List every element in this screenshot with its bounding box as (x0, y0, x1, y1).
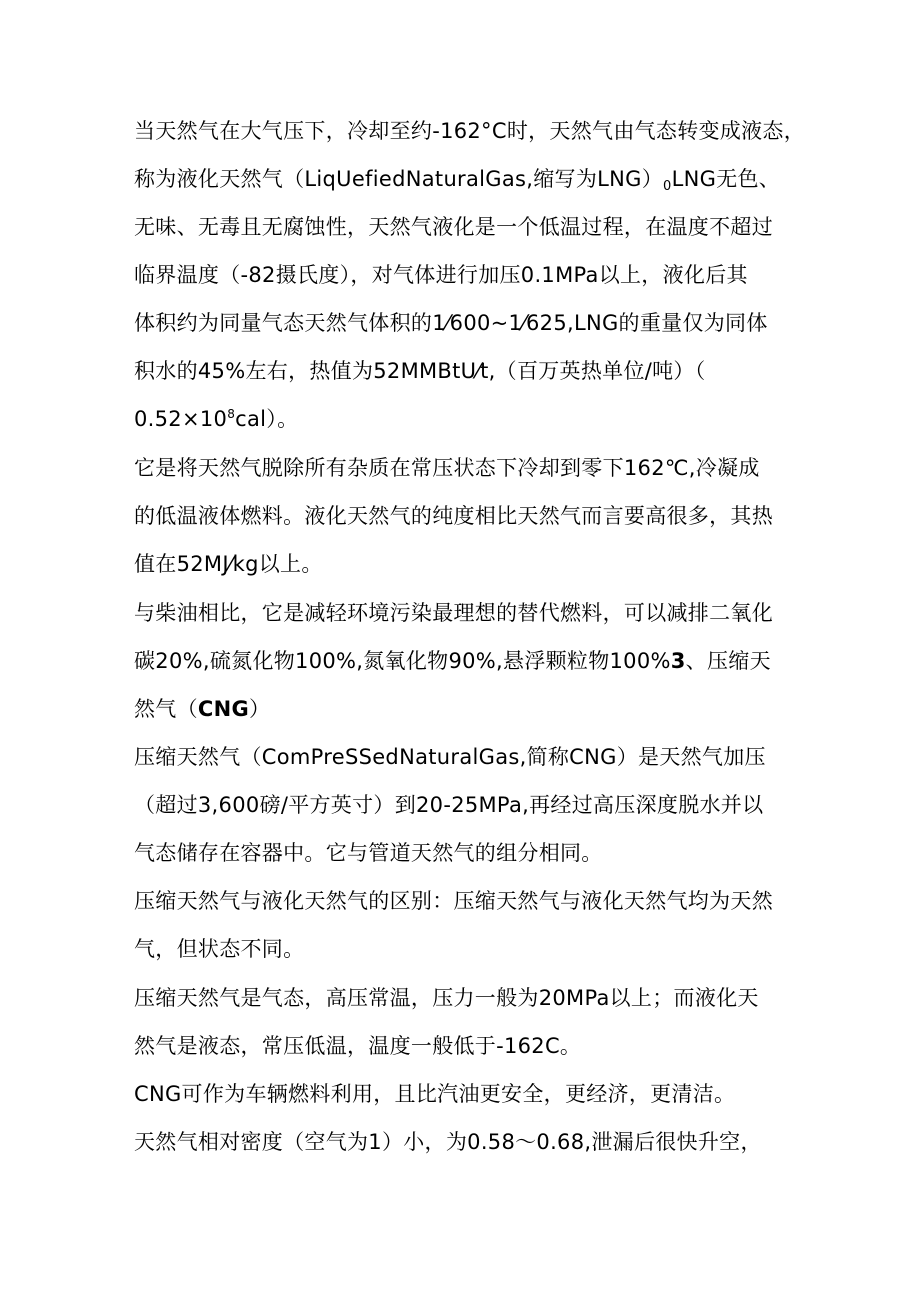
paragraph-1-line-7 (134, 404, 794, 434)
paragraph-6-line-2: 然气是液态，常压低温，温度一般低于-162C。 (134, 1034, 582, 1058)
paragraph-3-line-3-tail: ） (249, 697, 271, 721)
paragraph-1-line-7-text: 0.52×10 (134, 407, 228, 431)
paragraph-8-line-1: 天然气相对密度（空气为1）小，为0.58～0.68,泄漏后很快升空， (134, 1130, 762, 1154)
paragraph-5-line-1: 压缩天然气与液化天然气的区别：压缩天然气与液化天然气均为天然 (134, 889, 773, 913)
paragraph-4-line-3: 气态储存在容器中。它与管道天然气的组分相同。 (134, 841, 603, 865)
paragraph-2-line-1: 它是将天然气脱除所有杂质在常压状态下冷却到零下162℃,冷凝成 (134, 456, 760, 480)
paragraph-1-line-3: 无味、无毒且无腐蚀性，天然气液化是一个低温过程，在温度不超过 (134, 215, 773, 239)
paragraph-3-line-3 (134, 694, 794, 724)
paragraph-2-line-3: 值在52MJ⁄kg以上。 (134, 552, 323, 576)
paragraph-7-line-1: CNG可作为车辆燃料利用，且比汽油更安全，更经济，更清洁。 (134, 1082, 736, 1106)
paragraph-1-line-1: 当天然气在大气压下，冷却至约-162°C时，天然气由气态转变成液态， (134, 119, 806, 143)
paragraph-3-line-2-tail: 、压缩天 (685, 649, 771, 673)
subscript-zero: 0 (663, 179, 672, 194)
paragraph-1-line-6: 积水的45%左右，热值为52MMBtU⁄t,（百万英热单位/吨）（ (134, 359, 706, 383)
paragraph-3-line-2-text: 碳20%,硫氮化物100%,氮氧化物90%,悬浮颗粒物100% (134, 649, 671, 673)
bold-cng: CNG (197, 697, 250, 721)
superscript-eight: 8 (227, 407, 236, 421)
paragraph-5-line-2: 气，但状态不同。 (134, 937, 305, 961)
paragraph-1-line-5: 体积约为同量气态天然气体积的1⁄600~1⁄625,LNG的重量仅为同体 (134, 311, 768, 335)
paragraph-6-line-1: 压缩天然气是气态，高压常温，压力一般为20MPa以上；而液化天 (134, 986, 759, 1010)
paragraph-1-line-7-tail: cal）。 (235, 407, 299, 431)
paragraph-1-line-4: 临界温度（-82摄氏度），对气体进行加压0.1MPa以上，液化后其 (134, 263, 748, 287)
paragraph-1-line-2-text: 称为液化天然气（LiqUefiedNaturalGas,缩写为LNG） (134, 167, 664, 191)
paragraph-3-line-3-text: 然气（ (134, 697, 198, 721)
paragraph-1-line-2 (134, 164, 794, 194)
paragraph-2-line-2: 的低温液体燃料。液化天然气的纯度相比天然气而言要高很多，其热 (134, 504, 773, 528)
paragraph-1-line-2-tail: LNG无色、 (671, 167, 781, 191)
paragraph-3-line-2 (134, 646, 794, 676)
paragraph-3-line-1: 与柴油相比，它是减轻环境污染最理想的替代燃料，可以减排二氧化 (134, 601, 773, 625)
paragraph-4-line-2: （超过3,600磅/平方英寸）到20-25MPa,再经过高压深度脱水并以 (134, 793, 764, 817)
bold-number-three: 3 (670, 649, 686, 673)
paragraph-4-line-1: 压缩天然气（ComPreSSedNaturalGas,简称CNG）是天然气加压 (134, 745, 766, 769)
